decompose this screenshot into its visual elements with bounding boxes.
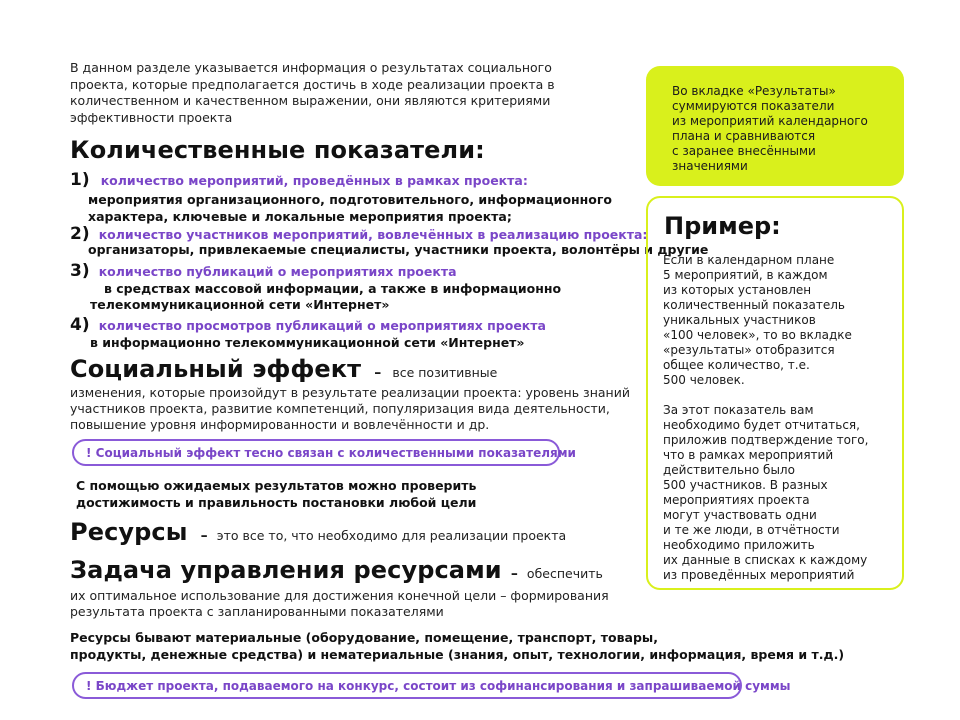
example-line: «100 человек», то во вкладке	[663, 328, 852, 342]
example-line: уникальных участников	[663, 313, 816, 327]
item-number: 3)	[70, 261, 90, 281]
item-number: 4)	[70, 315, 90, 335]
example-line: необходимо будет отчитаться,	[663, 418, 860, 432]
budget-note-pill: ! Бюджет проекта, подаваемого на конкурс, состоит из софинансирования и запрашиваемой суммы	[72, 672, 742, 699]
item-number: 1)	[70, 170, 90, 190]
example-line: количественный показатель	[663, 298, 845, 312]
example-line: мероприятиях проекта	[663, 493, 810, 507]
example-line: из проведённых мероприятий	[663, 568, 855, 582]
social-line: участников проекта, развитие компетенций, популяризация вида деятельности,	[70, 401, 610, 416]
item-detail: в средствах массовой информации, а также в информационно	[104, 281, 562, 296]
intro-paragraph: В данном разделе указывается информация о результатах социального проекта, которые предполагается достичь в ходе реализации проекта в количественном и качественном выражении, они являются критериями эффективности проекта	[70, 60, 555, 125]
social-heading: Социальный эффект	[70, 355, 362, 383]
example-line: приложив подтверждение того,	[663, 433, 869, 447]
dash: –	[200, 528, 208, 544]
task-inline: обеспечить	[526, 566, 603, 581]
item-detail: мероприятия организационного, подготовительного, информационного	[88, 192, 613, 207]
resources-heading: Ресурсы	[70, 518, 188, 546]
item-title: количество просмотров публикаций о мероприятиях проекта	[98, 318, 546, 333]
example-paragraph-2	[663, 403, 883, 583]
social-note-pill: ! Социальный эффект тесно связан с количественными показателями	[72, 439, 560, 466]
quant-item-4	[70, 315, 546, 335]
example-paragraph-1	[663, 253, 883, 388]
resource-types-line: продукты, денежные средства) и нематериальные (знания, опыт, технологии, информация, время и т.д.)	[70, 647, 845, 662]
goal-note-line: С помощью ожидаемых результатов можно проверить	[76, 478, 477, 493]
example-line: общее количество, т.е.	[663, 358, 810, 372]
task-heading: Задача управления ресурсами	[70, 556, 502, 584]
item-title: количество участников мероприятий, вовлечённых в реализацию проекта:	[98, 227, 648, 242]
quant-heading: Количественные показатели:	[70, 136, 485, 164]
item-title: количество мероприятий, проведённых в рамках проекта:	[100, 173, 528, 188]
example-line: действительно было	[663, 463, 795, 477]
callout-line: плана и сравниваются	[672, 129, 816, 143]
results-callout-text	[672, 84, 882, 174]
social-line: изменения, которые произойдут в результате реализации проекта: уровень знаний	[70, 385, 630, 400]
quant-item-2	[70, 224, 647, 244]
example-line: 5 мероприятий, в каждом	[663, 268, 828, 282]
dash: –	[510, 566, 518, 582]
item-detail: в информационно телекоммуникационной сети «Интернет»	[90, 335, 525, 350]
item-detail: организаторы, привлекаемые специалисты, участники проекта, волонтёры и другие	[88, 242, 709, 257]
callout-line: значениями	[672, 159, 748, 173]
example-line: «результаты» отобразится	[663, 343, 835, 357]
resources-inline: это все то, что необходимо для реализации проекта	[216, 528, 567, 543]
callout-line: с заранее внесёнными	[672, 144, 816, 158]
callout-line: суммируются показатели	[672, 99, 835, 113]
dash: –	[374, 365, 382, 381]
task-heading-row	[70, 556, 603, 584]
resources-heading-row	[70, 518, 566, 546]
item-number: 2)	[70, 224, 90, 244]
example-text	[663, 253, 883, 598]
example-line: и те же люди, в отчётности	[663, 523, 840, 537]
example-line: 500 человек.	[663, 373, 745, 387]
goal-note-line: достижимость и правильность постановки любой цели	[76, 495, 477, 510]
item-detail: телекоммуникационной сети «Интернет»	[90, 297, 390, 312]
example-line: что в рамках мероприятий	[663, 448, 834, 462]
example-line: их данные в списках к каждому	[663, 553, 868, 567]
item-detail: характера, ключевые и локальные мероприятия проекта;	[88, 209, 512, 224]
social-heading-row	[70, 355, 497, 383]
example-line: За этот показатель вам	[663, 403, 814, 417]
example-line: 500 участников. В разных	[663, 478, 828, 492]
social-inline: все позитивные	[392, 365, 498, 380]
example-line: из которых установлен	[663, 283, 812, 297]
example-line: могут участвовать одни	[663, 508, 817, 522]
example-title: Пример:	[664, 212, 781, 240]
task-line: результата проекта с запланированными показателями	[70, 604, 444, 619]
item-title: количество публикаций о мероприятиях проекта	[98, 264, 457, 279]
quant-item-3	[70, 261, 457, 281]
social-line: повышение уровня информированности и вовлечённости и др.	[70, 417, 490, 432]
task-line: их оптимальное использование для достижения конечной цели – формирования	[70, 588, 609, 603]
example-line: необходимо приложить	[663, 538, 815, 552]
resource-types-line: Ресурсы бывают материальные (оборудование, помещение, транспорт, товары,	[70, 630, 658, 645]
callout-line	[672, 84, 882, 99]
callout-line-part: Во вкладке «Результаты»	[672, 84, 836, 98]
example-line: Если в календарном плане	[663, 253, 835, 267]
callout-line: из мероприятий календарного	[672, 114, 868, 128]
quant-item-1	[70, 170, 528, 190]
